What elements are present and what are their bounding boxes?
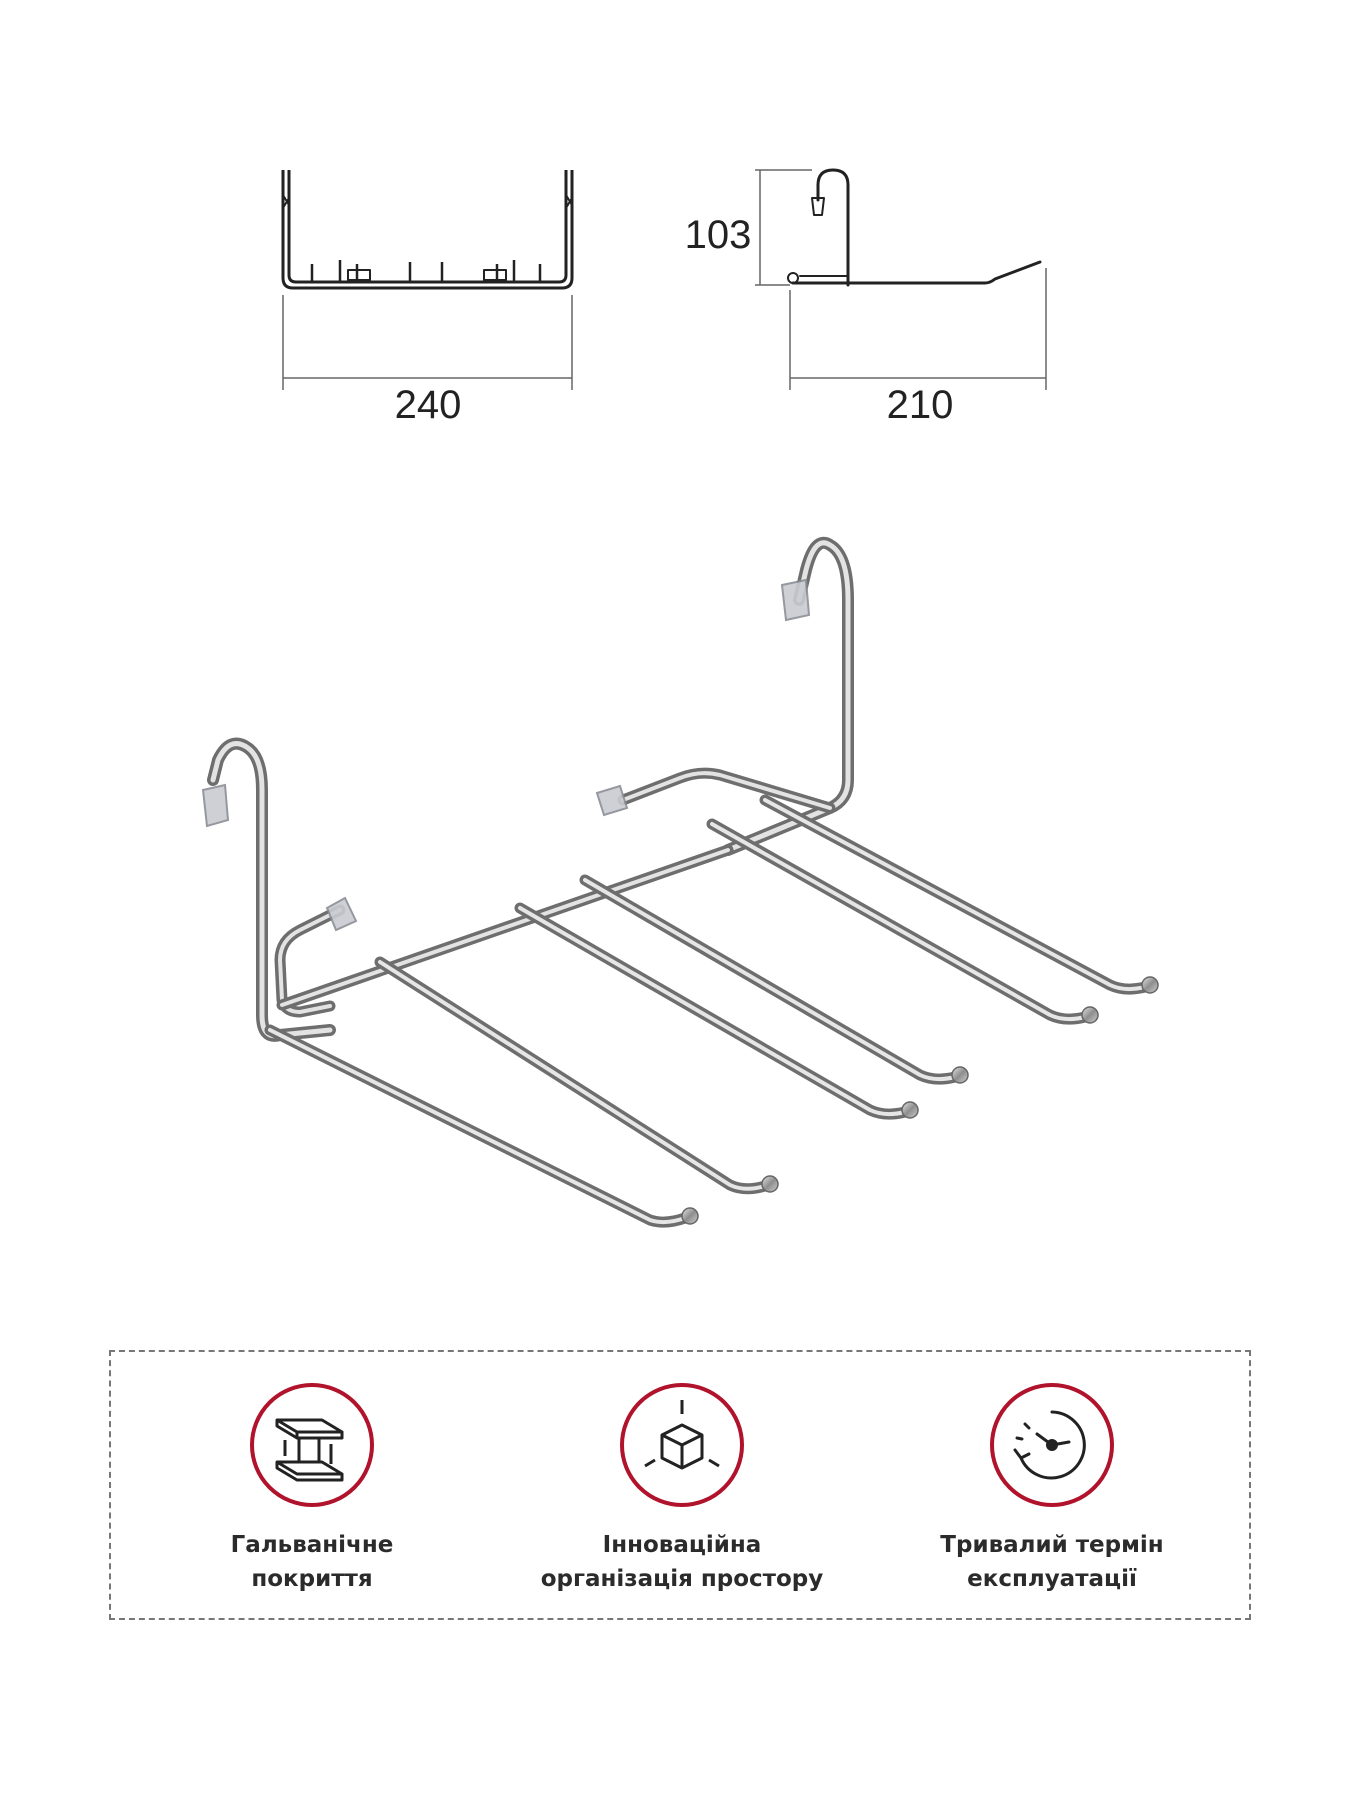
cube-space-icon [617,1380,747,1510]
feature-space [517,1380,847,1596]
side-view-drawing [788,170,1040,285]
clock-durability-icon [987,1380,1117,1510]
feature-galvanic [147,1380,477,1596]
rack-back-frame [623,543,848,850]
feature-space-label: Інноваційна організація простору [540,1532,824,1592]
front-view-drawing [283,170,572,288]
front-width-label: 240 [394,383,462,427]
feature-durability [887,1380,1217,1596]
steel-beam-icon [247,1380,377,1510]
feature-durability-label: Тривалий термін експлуатації [940,1532,1164,1592]
side-depth-label: 210 [886,383,954,427]
front-width-dimension [283,295,572,390]
rack-bars [270,800,1145,1222]
rack-plastic-caps [203,580,809,930]
trouser-rack-illustration [0,500,1350,1300]
features-panel [109,1350,1251,1620]
feature-galvanic-label: Гальванічне покриття [230,1532,394,1592]
technical-drawings [0,0,1350,460]
side-height-label: 103 [684,213,752,257]
